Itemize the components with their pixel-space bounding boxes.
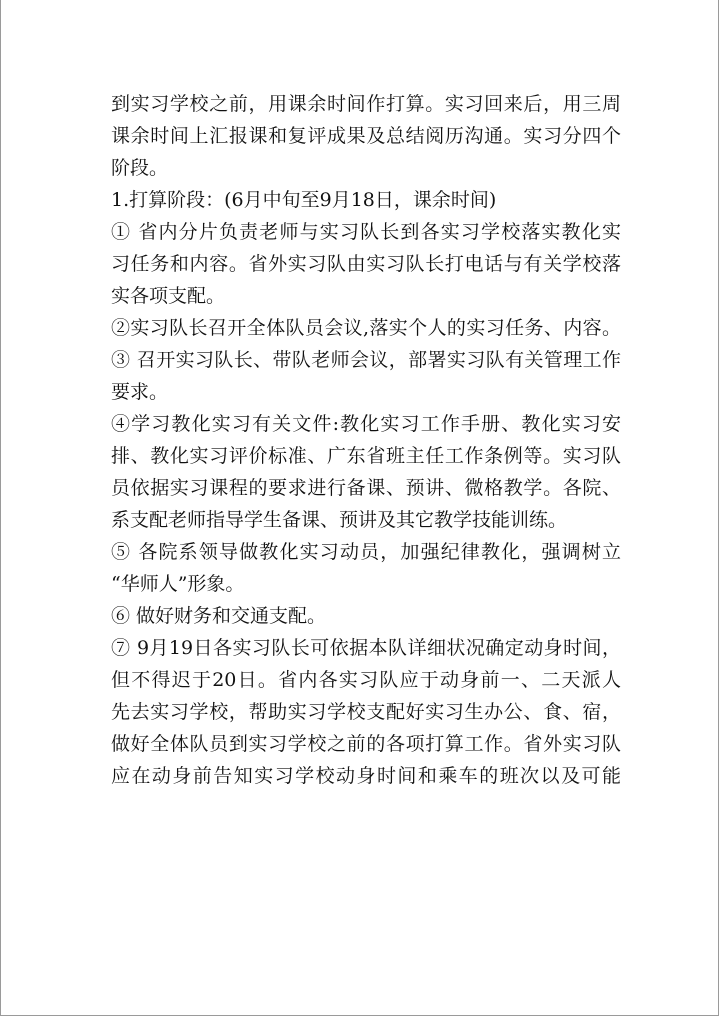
text-line: 员依据实习课程的要求进行备课、预讲、微格教学。各院、: [111, 477, 621, 499]
text-line: 系支配老师指导学生备课、预讲及其它教学技能训练。: [111, 509, 568, 531]
text-line: “华师人”形象。: [111, 573, 245, 595]
text-line: 阶段。: [111, 157, 169, 179]
text-line: ③ 召开实习队长、带队老师会议，部署实习队有关管理工作: [111, 349, 621, 371]
text-line: 课余时间上汇报课和复评成果及总结阅历沟通。实习分四个: [111, 125, 621, 147]
text-line: 应在动身前告知实习学校动身时间和乘车的班次以及可能: [111, 765, 621, 787]
text-line: 要求。: [111, 381, 169, 403]
text-line: 习任务和内容。省外实习队由实习队长打电话与有关学校落: [111, 253, 621, 275]
text-line: 先去实习学校，帮助实习学校支配好实习生办公、食、宿，: [111, 701, 621, 723]
text-line: 排、教化实习评价标准、广东省班主任工作条例等。实习队: [111, 445, 621, 467]
text-line: 但不得迟于20日。省内各实习队应于动身前一、二天派人: [111, 669, 621, 691]
text-line: ④学习教化实习有关文件:教化实习工作手册、教化实习安: [111, 413, 621, 435]
text-line: 做好全体队员到实习学校之前的各项打算工作。省外实习队: [111, 733, 621, 755]
document-body: [111, 88, 621, 792]
text-line: 1.打算阶段：(6月中旬至9月18日，课余时间): [111, 189, 497, 211]
text-line: ⑥ 做好财务和交通支配。: [111, 605, 327, 627]
text-line: 实各项支配。: [111, 285, 226, 307]
text-line: ⑤ 各院系领导做教化实习动员，加强纪律教化，强调树立: [111, 541, 621, 563]
text-line: ⑦ 9月19日各实习队长可依据本队详细状况确定动身时间，: [111, 637, 621, 659]
text-line: ②实习队长召开全体队员会议,落实个人的实习任务、内容。: [111, 317, 621, 339]
text-line: 到实习学校之前，用课余时间作打算。实习回来后，用三周: [111, 93, 621, 115]
text-line: ① 省内分片负责老师与实习队长到各实习学校落实教化实: [111, 221, 621, 243]
